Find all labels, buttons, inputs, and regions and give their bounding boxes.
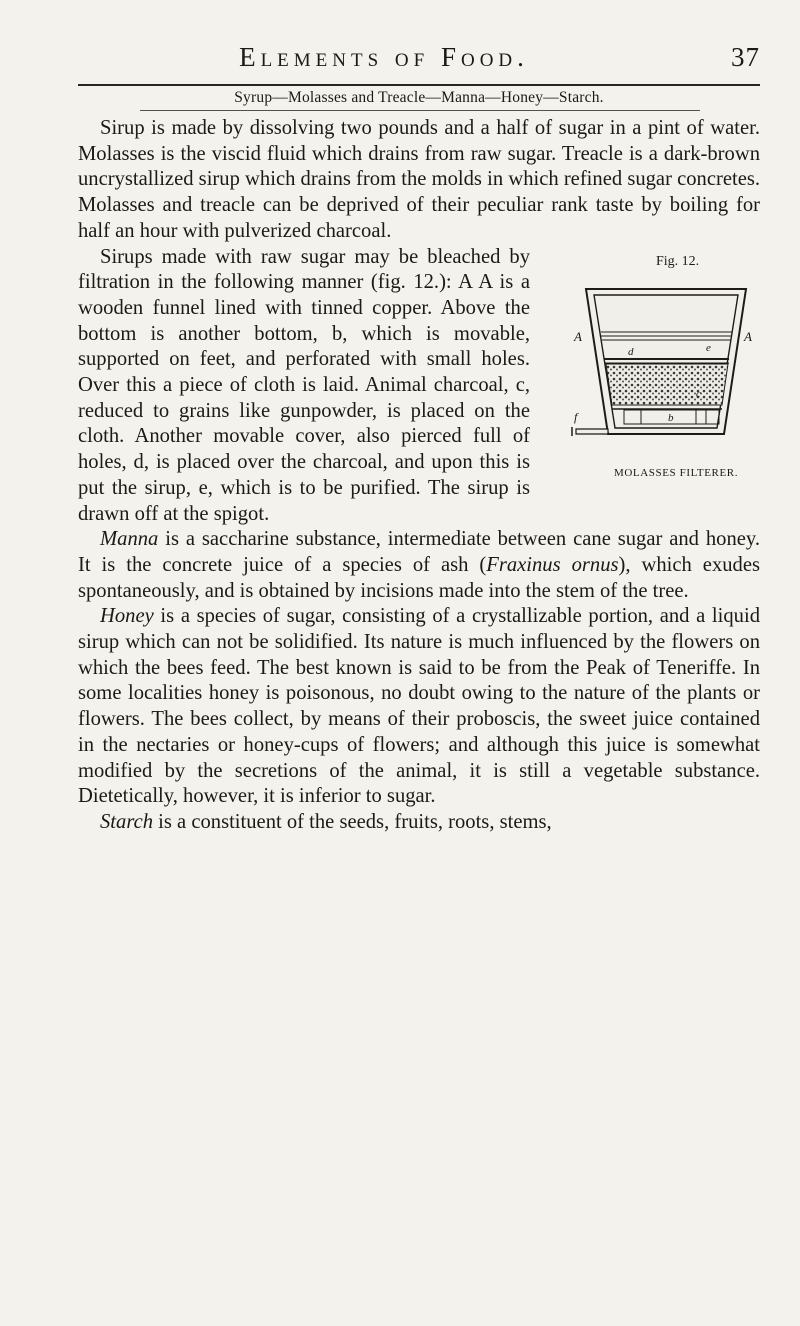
letter-e: e: [706, 341, 711, 354]
letter-A-left: A: [574, 328, 582, 344]
body-text: [78, 116, 760, 836]
paragraph-honey: [78, 604, 760, 810]
section-subhead: Syrup—Molasses and Treacle—Manna—Honey—Starch.: [234, 89, 604, 106]
term-manna: Manna: [100, 528, 159, 551]
paragraph-manna: [78, 527, 760, 604]
running-title: Elements of Food.: [239, 42, 529, 72]
manna-text: is a saccharine substance, intermediate between cane sugar and honey. It is the concrete juice of a species of ash (: [78, 528, 760, 576]
letter-c: c: [696, 387, 701, 400]
paragraph-filtration: [78, 245, 760, 528]
letter-d: d: [628, 345, 634, 358]
honey-text: is a species of sugar, consisting of a crystallizable portion, and a liquid sirup which can not be solidified. Its nature is much influenced by the flowers on which the bees feed. The best known is said to be from the Peak of Teneriffe. In some localities honey is poisonous, no doubt owing to the nature of the plants or flowers. The bees collect, by means of their proboscis, the sweet juice contained in the nectaries or honey-cups of flowers; and although this juice is somewhat modified by the secretions of the animal, it is still a vegetable substance. Dietetically, however, it is inferior to sugar.: [78, 605, 760, 808]
manna-text-end: ), which exudes spontaneously, and is obtained by incisions made into the stem of the tree.: [78, 553, 760, 602]
figure-label: Fig. 12.: [656, 253, 700, 269]
paragraph-starch: [78, 810, 760, 836]
filtration-text: Sirups made with raw sugar may be bleached by filtration in the following manner (fig. 12.): A A is a wooden funnel lined with tinned copper. Above the bottom is another bottom, b, which is movable, supported on feet, and perforated with small holes. Over this a piece of cloth is laid. Animal charcoal, c, reduced to grains like gunpowder, is placed on the cloth. Another movable cover, also pierced full of holes, d, is placed over the charcoal, and upon this is put the sirup, e, which is to be purified. The sirup is drawn off at the spigot.: [78, 245, 530, 525]
figure-caption: MOLASSES FILTERER.: [614, 466, 739, 479]
letter-b: b: [668, 411, 674, 424]
paragraph-sirup: Sirup is made by dissolving two pounds and a half of sugar in a pint of water. Molasses is the viscid fluid which drains from raw sugar. Treacle is a dark-brown uncrystallized sirup which drains from the molds in which refined sugar concretes. Molasses and treacle can be deprived of their peculiar rank taste by boiling for half an hour with pulverized charcoal.: [78, 117, 760, 242]
figure-molasses-filterer: [546, 249, 768, 481]
running-head: [78, 42, 760, 78]
subhead-rule: [140, 110, 700, 111]
header-rule: [78, 84, 760, 86]
molasses-filterer-illustration: [546, 269, 768, 459]
term-honey: Honey: [100, 605, 154, 628]
starch-text: is a constituent of the seeds, fruits, roots, stems,: [153, 810, 552, 833]
species-name: Fraxinus ornus: [486, 553, 619, 576]
page-number: 37: [731, 42, 760, 72]
letter-f: f: [574, 409, 578, 424]
letter-A-right: A: [744, 328, 752, 344]
term-starch: Starch: [100, 810, 154, 833]
